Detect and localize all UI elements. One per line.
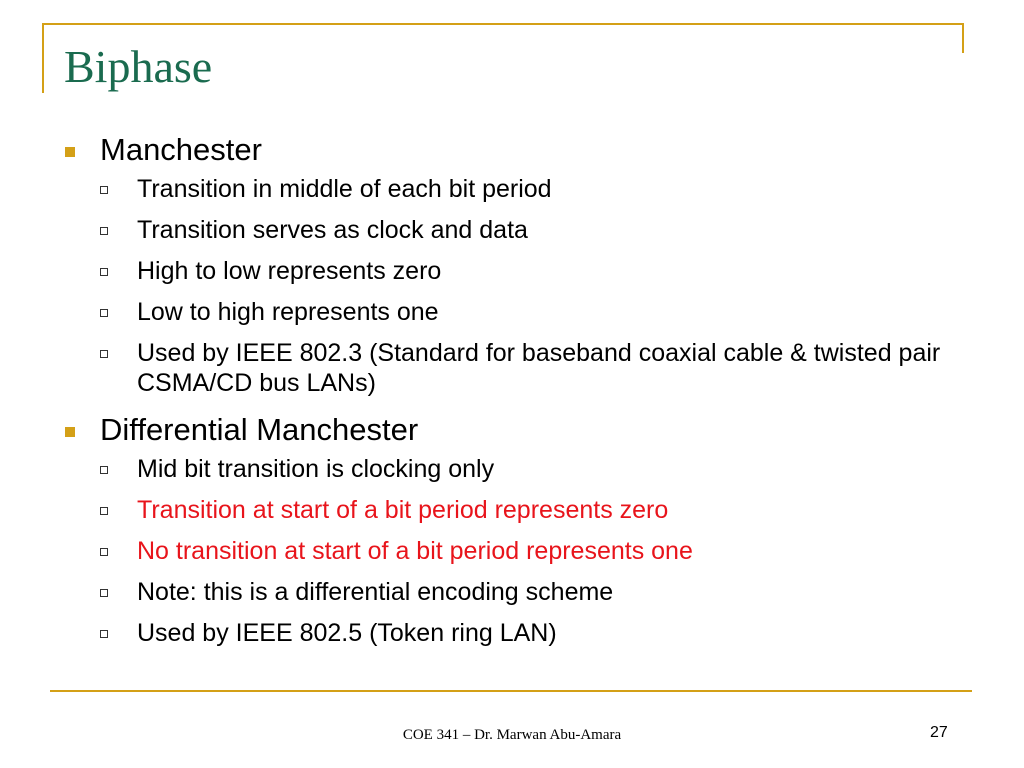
- list-item-highlighted: [62, 495, 962, 525]
- frame-left-line: [42, 23, 44, 93]
- list-item: [62, 256, 962, 286]
- hollow-square-bullet-icon: [100, 186, 108, 194]
- footer-divider: [50, 690, 972, 692]
- square-bullet-icon: [65, 427, 75, 437]
- list-item-text: Note: this is a differential encoding scheme: [137, 578, 614, 606]
- list-item: [62, 454, 962, 484]
- list-item: [62, 215, 962, 245]
- hollow-square-bullet-icon: [100, 548, 108, 556]
- hollow-square-bullet-icon: [100, 466, 108, 474]
- section-heading-label: Differential Manchester: [100, 412, 419, 447]
- list-item-text: Mid bit transition is clocking only: [137, 455, 495, 483]
- frame-top-line: [42, 23, 964, 25]
- list-item: [62, 338, 962, 398]
- hollow-square-bullet-icon: [100, 589, 108, 597]
- list-item-highlighted: [62, 536, 962, 566]
- list-item: [62, 297, 962, 327]
- hollow-square-bullet-icon: [100, 227, 108, 235]
- slide-title: Biphase: [64, 41, 213, 92]
- square-bullet-icon: [65, 147, 75, 157]
- list-item: [62, 577, 962, 607]
- list-item: [62, 618, 962, 648]
- section-heading-manchester: [62, 130, 962, 170]
- slide-content: [62, 128, 962, 648]
- section-heading-label: Manchester: [100, 132, 262, 167]
- list-item-text: High to low represents zero: [137, 257, 442, 285]
- list-item-text: Low to high represents one: [137, 298, 439, 326]
- hollow-square-bullet-icon: [100, 630, 108, 638]
- hollow-square-bullet-icon: [100, 268, 108, 276]
- list-item-text: Transition serves as clock and data: [137, 216, 528, 244]
- frame-right-line: [962, 23, 964, 53]
- page-number: 27: [930, 724, 948, 741]
- list-item-text: No transition at start of a bit period represents one: [137, 537, 693, 565]
- list-item-text: Used by IEEE 802.3 (Standard for baseband coaxial cable & twisted pair CSMA/CD bus LANs): [137, 339, 941, 397]
- section-heading-differential-manchester: [62, 410, 962, 450]
- hollow-square-bullet-icon: [100, 507, 108, 515]
- list-item: [62, 174, 962, 204]
- footer-text: COE 341 – Dr. Marwan Abu-Amara: [402, 727, 622, 743]
- hollow-square-bullet-icon: [100, 350, 108, 358]
- list-item-text: Used by IEEE 802.5 (Token ring LAN): [137, 619, 557, 647]
- list-item-text: Transition in middle of each bit period: [137, 175, 552, 203]
- list-item-text: Transition at start of a bit period represents zero: [137, 496, 669, 524]
- hollow-square-bullet-icon: [100, 309, 108, 317]
